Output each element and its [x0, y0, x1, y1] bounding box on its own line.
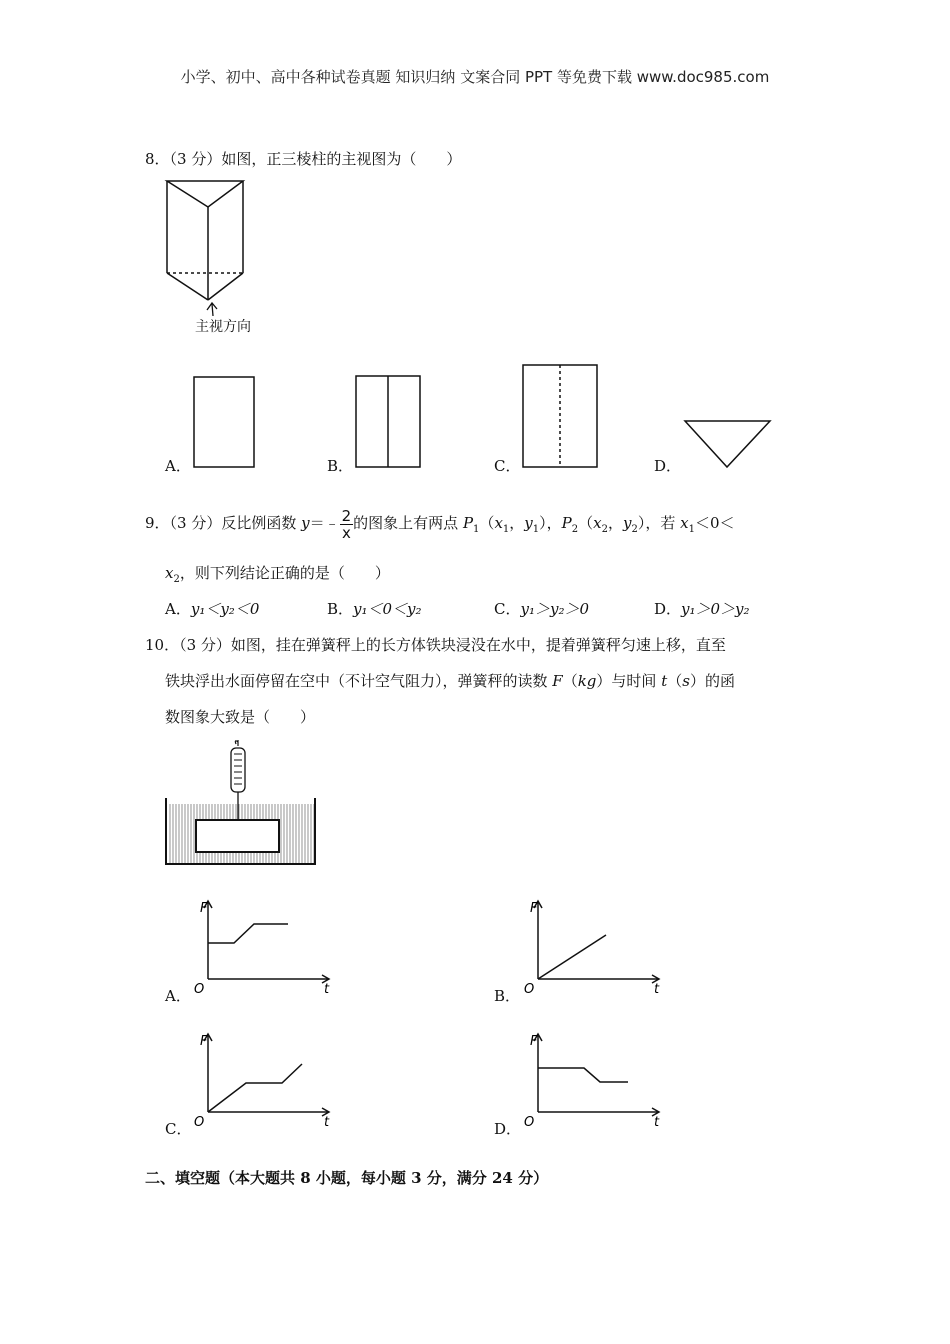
- fraction-2-over-x: $\frac{2}{x}$: [341, 506, 352, 542]
- q10-c-graph: [186, 1026, 336, 1130]
- q8-stem: 8．（3 分）如图，正三棱柱的主视图为（ ）: [145, 150, 462, 168]
- q10-stem-line2: 铁块浮出水面停留在空中（不计空气阻力），弹簧秤的读数 F（kg）与时间 t（s）的函: [165, 672, 735, 690]
- svg-text:t: t: [654, 982, 660, 997]
- q10-option-b[interactable]: B．: [494, 987, 521, 1005]
- q8-a-figure: [193, 376, 257, 470]
- q10-a-graph: [186, 893, 336, 997]
- q9-option-c[interactable]: C．y₁＞y₂＞0: [494, 600, 590, 618]
- spring-scale: [231, 748, 245, 792]
- spring-scale-tank-figure: [160, 738, 320, 870]
- prism-top-face: [167, 181, 243, 207]
- section-2-heading: 二、填空题（本大题共 8 小题，每小题 3 分，满分 24 分）: [145, 1169, 549, 1187]
- svg-text:O: O: [524, 1115, 535, 1130]
- q8-b-figure: [355, 375, 423, 470]
- view-direction-label: 主视方向: [195, 319, 251, 335]
- q8-c-figure: [522, 364, 600, 470]
- svg-text:F: F: [530, 901, 538, 916]
- q10-option-a[interactable]: A．: [165, 987, 191, 1005]
- q10-stem-line3: 数图象大致是（ ）: [165, 708, 316, 726]
- page-header: 小学、初中、高中各种试卷真题 知识归纳 文案合同 PPT 等免费下载 www.doc985.com: [180, 68, 770, 86]
- q9-stem-line1: 9．（3 分）反比例函数 y＝﹣ $\frac{2}{x}$ 的图象上有两点 $P_1(x_1$，$y_1$），$P_2(x_2$，$y_2$），若 $x_1<0<$: [145, 506, 735, 542]
- svg-text:O: O: [524, 982, 535, 997]
- q10-b-graph: [518, 893, 668, 997]
- svg-text:t: t: [324, 1115, 330, 1130]
- q8-option-a[interactable]: A．: [165, 457, 191, 475]
- q10-stem-line1: 10．（3 分）如图，挂在弹簧秤上的长方体铁块浸没在水中，提着弹簧秤匀速上移，直至: [145, 636, 726, 654]
- svg-text:t: t: [324, 982, 330, 997]
- q8-option-b[interactable]: B．: [327, 457, 354, 475]
- svg-text:F: F: [200, 901, 208, 916]
- svg-text:F: F: [530, 1034, 538, 1049]
- q10-option-d[interactable]: D．: [494, 1120, 522, 1138]
- q9-option-a[interactable]: A．y₁＜y₂＜0: [165, 600, 260, 618]
- iron-block: [196, 820, 279, 852]
- q8-d-figure: [683, 419, 773, 471]
- svg-text:O: O: [194, 1115, 205, 1130]
- svg-text:F: F: [200, 1034, 208, 1049]
- q9-option-d[interactable]: D．y₁＞0＞y₂: [654, 600, 750, 618]
- view-arrow: [212, 304, 213, 316]
- q10-d-graph: [518, 1026, 668, 1130]
- q8-option-c[interactable]: C．: [494, 457, 521, 475]
- q9-stem-line2: $x_2$，则下列结论正确的是（ ）: [165, 564, 390, 585]
- q10-option-c[interactable]: C．: [165, 1120, 192, 1138]
- q8-option-d[interactable]: D．: [654, 457, 682, 475]
- svg-text:t: t: [654, 1115, 660, 1130]
- q9-option-b[interactable]: B．y₁＜0＜y₂: [327, 600, 422, 618]
- svg-text:O: O: [194, 982, 205, 997]
- prism-figure: [160, 176, 280, 336]
